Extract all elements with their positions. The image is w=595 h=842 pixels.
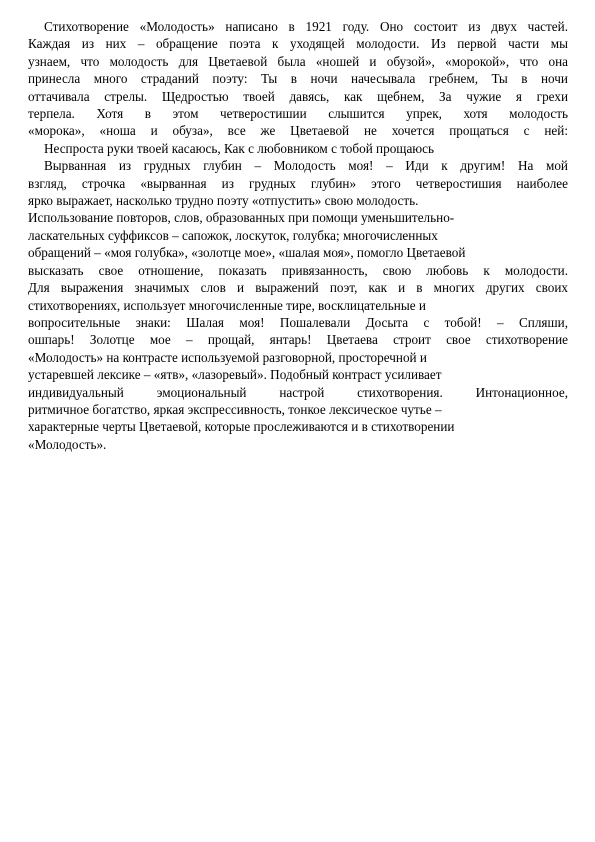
text-line-19: ошпарь! Золотце мое – прощай, янтарь! Цветаева строит свое стихотворение	[28, 332, 568, 348]
essay-text	[28, 18, 568, 453]
text-line-20: «Молодость» на контрасте используемой разговорной, просторечной и	[28, 349, 427, 365]
text-line-12: Использование повторов, слов, образованных при помощи уменьшительно-	[28, 210, 455, 226]
text-line-13: ласкательных суффиксов – сапожок, лоскуток, голубка; многочисленных	[28, 227, 438, 243]
text-line-3: узнаем, что молодость для Цветаевой была «ношей и обузой», «морокой», что она	[28, 53, 568, 69]
text-line-11: ярко выражает, насколько трудно поэту «отпустить» свою молодость.	[28, 193, 419, 209]
text-line-22: индивидуальный эмоциональный настрой стихотворения. Интонационное,	[28, 384, 568, 400]
text-line-16: Для выражения значимых слов и выражений поэт, как и в многих других своих	[28, 280, 568, 296]
text-line-5: оттачивала стрелы. Щедростью твоей давясь, как щебнем, За чужие я грехи	[28, 88, 568, 104]
text-line-1: Стихотворение «Молодость» написано в 1921 году. Оно состоит из двух частей.	[44, 19, 568, 34]
text-line-25: «Молодость».	[28, 436, 107, 452]
text-line-24: характерные черты Цветаевой, которые прослеживаются и в стихотворении	[28, 419, 455, 435]
text-line-8: Неспроста руки твоей касаюсь, Как с любовником с тобой прощаюсь	[44, 140, 435, 156]
text-line-6: терпела. Хотя в этом четверостишии слышится упрек, хотя молодость	[28, 106, 568, 122]
text-line-7: «морока», «ноша и обуза», все же Цветаевой не хочется прощаться с ней:	[28, 123, 568, 139]
text-line-2: Каждая из них – обращение поэта к уходящей молодости. Из первой части мы	[28, 36, 568, 52]
text-line-17: стихотворениях, использует многочисленные тире, восклицательные и	[28, 297, 426, 313]
text-line-15: высказать свое отношение, показать привязанность, свою любовь к молодости.	[28, 262, 568, 278]
text-line-18: вопросительные знаки: Шалая моя! Пошалевали Досыта с тобой! – Спляши,	[28, 314, 568, 330]
text-line-10: взгляд, строчка «вырванная из грудных глубин» этого четверостишия наиболее	[28, 175, 568, 191]
text-line-14: обращений – «моя голубка», «золотце мое», «шалая моя», помогло Цветаевой	[28, 245, 466, 261]
text-line-4: принесла много страданий поэту: Ты в ночи начесывала гребнем, Ты в ночи	[28, 71, 568, 87]
text-line-9: Вырванная из грудных глубин – Молодость моя! – Иди к другим! На мой	[44, 158, 568, 174]
text-line-23: ритмичное богатство, яркая экспрессивность, тонкое лексическое чутье –	[28, 401, 442, 417]
text-line-21: устаревшей лексике – «ятв», «лазоревый». Подобный контраст усиливает	[28, 367, 442, 383]
